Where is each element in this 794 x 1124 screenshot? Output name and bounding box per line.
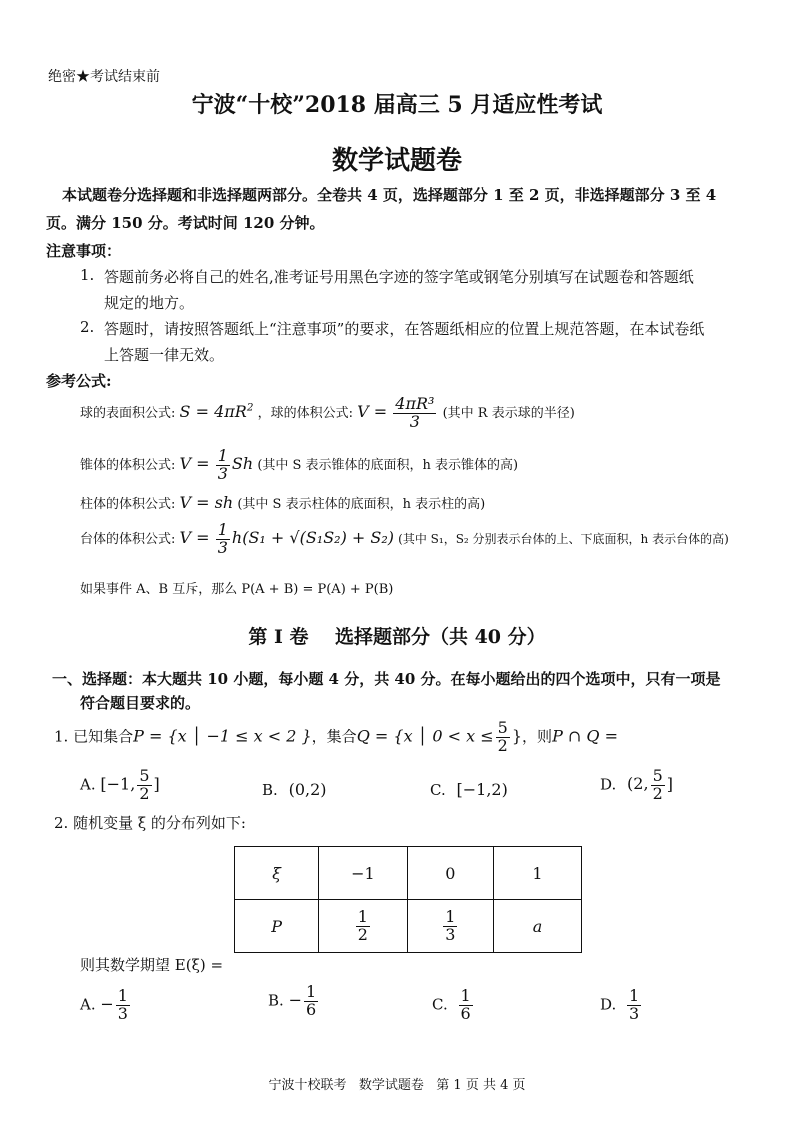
distribution-table <box>234 846 582 953</box>
option-a-right: ] <box>153 774 160 794</box>
q2-option-c-label: C. <box>432 995 448 1014</box>
sphere-formula-row <box>80 396 575 431</box>
table-cell: $\frac{1}{2}$ <box>319 900 407 953</box>
note-1-line-2: 规定的地方。 <box>104 294 195 312</box>
question-2-option-b[interactable] <box>268 984 320 1019</box>
exam-title: 宁波“十校”2018 届高三 5 月适应性考试 <box>191 92 603 118</box>
table-cell: −1 <box>319 847 407 900</box>
cone-rhs: Sh <box>231 453 254 473</box>
question-1-text-b: ，集合 <box>311 727 357 746</box>
table-cell: a <box>493 900 581 953</box>
q2-option-d-fraction: $\frac{1}{3}$ <box>629 986 640 1023</box>
option-c-label: C. <box>430 781 446 799</box>
sphere-note: (其中 R 表示球的半径) <box>442 405 575 421</box>
table-row <box>235 900 582 953</box>
notes-heading: 注意事项： <box>46 242 122 260</box>
question-1-text-a: 已知集合 <box>73 727 134 746</box>
page-footer: 宁波十校联考 数学试题卷 第 1 页 共 4 页 <box>268 1078 526 1093</box>
events-text: 如果事件 A、B 互斥，那么 P(A + B) = P(A) + P(B) <box>80 582 394 597</box>
option-a-label: A. <box>80 775 96 794</box>
note-2-number: 2. <box>80 318 95 336</box>
set-p: P = {x │ −1 ≤ x < 2 } <box>133 726 312 746</box>
q2-option-b-label: B. <box>268 991 284 1010</box>
cone-lhs: V = <box>179 453 210 473</box>
cone-note: (其中 S 表示锥体的底面积，h 表示锥体的高) <box>257 457 519 473</box>
intro-line-2: 页。满分 150 分。考试时间 120 分钟。 <box>46 214 325 232</box>
question-2-option-a[interactable] <box>80 988 132 1023</box>
frustum-lhs: V = <box>179 527 210 547</box>
question-1-option-a[interactable] <box>80 768 160 803</box>
prism-note: (其中 S 表示柱体的底面积，h 表示柱的高) <box>237 497 486 512</box>
q2-option-c-fraction: $\frac{1}{6}$ <box>460 986 471 1023</box>
section-title: 第 I 卷 选择题部分（共 40 分） <box>248 626 546 648</box>
option-d-label: D. <box>600 775 617 794</box>
cone-fraction: $\frac{1}{3}$ <box>217 446 228 483</box>
option-d-left: (2, <box>627 774 649 794</box>
question-2-option-d[interactable] <box>600 988 643 1023</box>
section-instruction-line-2: 符合题目要求的。 <box>80 694 201 712</box>
option-d-right: ] <box>666 774 673 794</box>
q2-option-d-label: D. <box>600 995 617 1014</box>
option-a-left: [−1, <box>100 774 136 794</box>
sphere-volume-label: ，球的体积公式: <box>257 405 353 421</box>
formulas-heading: 参考公式: <box>46 372 112 390</box>
secret-mark: 绝密★考试结束前 <box>48 69 160 85</box>
frustum-fraction: $\frac{1}{3}$ <box>217 520 228 557</box>
sphere-volume-fraction: $\frac{\text{4πR³}}{3}$ <box>395 394 435 431</box>
note-1-number: 1. <box>80 266 95 284</box>
cone-label: 锥体的体积公式: <box>80 457 176 473</box>
table-cell: 0 <box>407 847 493 900</box>
option-d-fraction: $\frac{5}{2}$ <box>652 766 663 803</box>
question-1 <box>54 720 618 755</box>
q2-option-b-fraction: $\frac{1}{6}$ <box>305 982 317 1019</box>
intro-line-1: 本试题卷分选择题和非选择题两部分。全卷共 4 页，选择题部分 1 至 2 页，非选择题部分 3 至 4 <box>62 186 717 204</box>
intersection: P ∩ Q = <box>552 726 619 746</box>
sphere-volume-lhs: V = <box>357 401 388 421</box>
section-instruction-line-1: 一、选择题：本大题共 10 小题，每小题 4 分，共 40 分。在每小题给出的四个选项中，只有一项是 <box>52 670 721 688</box>
question-1-text-c: ，则 <box>522 727 553 746</box>
table-row <box>235 847 582 900</box>
prism-label: 柱体的体积公式: <box>80 497 176 512</box>
cone-formula-row <box>80 448 518 483</box>
option-b-label: B. <box>262 781 278 799</box>
table-cell: $\frac{1}{3}$ <box>407 900 493 953</box>
frustum-label: 台体的体积公式: <box>80 531 176 547</box>
q2-option-b-sign: − <box>288 990 302 1010</box>
table-cell: P <box>235 900 319 953</box>
question-2-option-c[interactable] <box>432 988 475 1023</box>
option-a-fraction: $\frac{5}{2}$ <box>139 766 150 803</box>
q2-option-a-sign: − <box>100 994 114 1014</box>
option-b-text: (0,2) <box>288 780 327 799</box>
prism-formula: V = sh <box>179 493 234 512</box>
set-q-left: Q = {x │ 0 < x ≤ <box>356 726 494 746</box>
question-2-text: 随机变量 ξ 的分布列如下: <box>73 814 246 832</box>
table-cell: ξ <box>235 847 319 900</box>
events-formula-row <box>80 578 393 597</box>
option-c-text: [−1,2) <box>456 780 508 799</box>
question-2 <box>54 812 246 833</box>
question-1-option-d[interactable] <box>600 768 673 803</box>
frustum-formula-row <box>80 522 729 557</box>
sphere-area-label: 球的表面积公式: <box>80 405 176 421</box>
frustum-note: (其中 S₁，S₂ 分别表示台体的上、下底面积，h 表示台体的高) <box>398 531 729 546</box>
question-1-option-c[interactable] <box>430 780 508 799</box>
question-2-expectation: 则其数学期望 E(ξ) = <box>80 956 224 974</box>
sphere-area-formula: $S = 4\pi R^2$ <box>179 401 254 421</box>
note-2-line-1: 答题时，请按照答题纸上“注意事项”的要求，在答题纸相应的位置上规范答题，在本试卷纸 <box>104 320 705 338</box>
frustum-rhs: h(S₁ + √(S₁S₂) + S₂) <box>231 527 395 547</box>
question-2-number: 2. <box>54 814 69 832</box>
note-2-line-2: 上答题一律无效。 <box>104 346 225 364</box>
prism-formula-row <box>80 493 485 512</box>
question-1-option-b[interactable] <box>262 780 327 799</box>
note-1-line-1: 答题前务必将自己的姓名,准考证号用黑色字迹的签字笔或钢笔分别填写在试题卷和答题纸 <box>104 268 694 286</box>
q2-option-a-fraction: $\frac{1}{3}$ <box>117 986 128 1023</box>
question-1-number: 1. <box>54 727 69 746</box>
table-cell: 1 <box>493 847 581 900</box>
set-q-fraction: $\frac{5}{2}$ <box>497 718 508 755</box>
set-q-right: } <box>511 726 523 746</box>
q2-option-a-label: A. <box>80 995 96 1014</box>
paper-title: 数学试题卷 <box>331 146 462 176</box>
